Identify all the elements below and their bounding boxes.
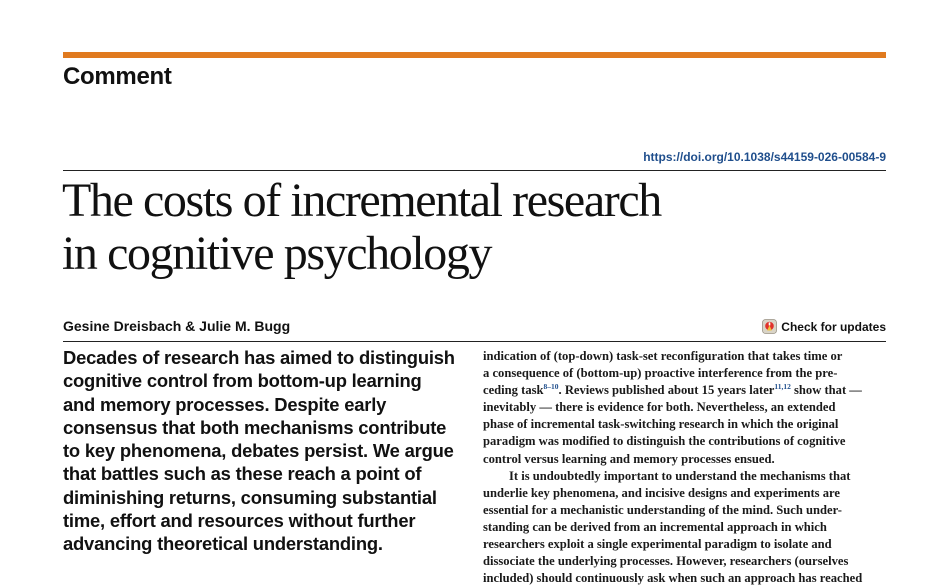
byline-divider [63, 341, 886, 342]
abstract-line: to key phenomena, debates persist. We argue [63, 440, 454, 462]
body-text-column [483, 348, 887, 587]
body-text-fragment: . Reviews published about 15 years later [558, 383, 775, 398]
abstract-line: that battles such as these reach a point of [63, 463, 422, 485]
body-line: included) should continuously ask when such an approach has reached [483, 571, 863, 586]
body-paragraph-start: It is undoubtedly important to understand the mechanisms that [509, 468, 851, 483]
title-line-2: in cognitive psychology [62, 227, 492, 280]
title-line-1: The costs of incremental research [62, 174, 661, 227]
abstract [63, 346, 453, 556]
body-line: standing can be derived from an incremental approach in which [483, 519, 827, 534]
abstract-line: cognitive control from bottom-up learning [63, 370, 422, 392]
abstract-line: Decades of research has aimed to distinguish [63, 347, 455, 368]
author-list: Gesine Dreisbach & Julie M. Bugg [63, 318, 291, 334]
abstract-line: consensus that both mechanisms contribute [63, 416, 447, 438]
body-text-fragment: ceding task [483, 383, 544, 398]
byline-row [63, 318, 886, 338]
top-accent-rule [63, 52, 886, 58]
body-text-fragment: show that — [790, 383, 862, 398]
check-updates-icon [762, 319, 777, 334]
abstract-line: time, effort and resources without further [63, 510, 416, 532]
abstract-line: diminishing returns, consuming substantial [63, 486, 437, 508]
body-line: inevitably — there is evidence for both. Nevertheless, an extended [483, 400, 836, 415]
citation-ref-8-10[interactable]: 8–10 [543, 382, 559, 392]
body-line: control versus learning and memory processes ensued. [483, 451, 775, 466]
article-title [62, 174, 822, 280]
abstract-line: and memory processes. Despite early [63, 393, 387, 415]
body-line: indication of (top-down) task-set reconfiguration that takes time or [483, 349, 843, 363]
body-line: underlie key phenomena, and incisive designs and experiments are [483, 485, 840, 500]
check-for-updates-button[interactable] [762, 319, 886, 334]
body-line: essential for a mechanistic understanding of the mind. Such under- [483, 502, 842, 517]
section-label: Comment [63, 63, 172, 90]
body-line: researchers exploit a single experimental paradigm to isolate and [483, 537, 832, 552]
citation-ref-11-12[interactable]: 11,12 [774, 382, 791, 392]
abstract-line: advancing theoretical understanding. [63, 533, 383, 555]
body-line: a consequence of (bottom-up) proactive interference from the pre- [483, 366, 838, 381]
doi-link[interactable]: https://doi.org/10.1038/s44159-026-00584-9 [643, 150, 886, 164]
body-line: dissociate the underlying processes. However, researchers (ourselves [483, 554, 849, 569]
body-line-with-citations [483, 382, 887, 399]
check-updates-label: Check for updates [781, 319, 886, 334]
doi-divider [63, 170, 886, 171]
body-line: paradigm was modified to distinguish the contributions of cognitive [483, 434, 846, 449]
body-line: phase of incremental task-switching research in which the original [483, 417, 839, 432]
